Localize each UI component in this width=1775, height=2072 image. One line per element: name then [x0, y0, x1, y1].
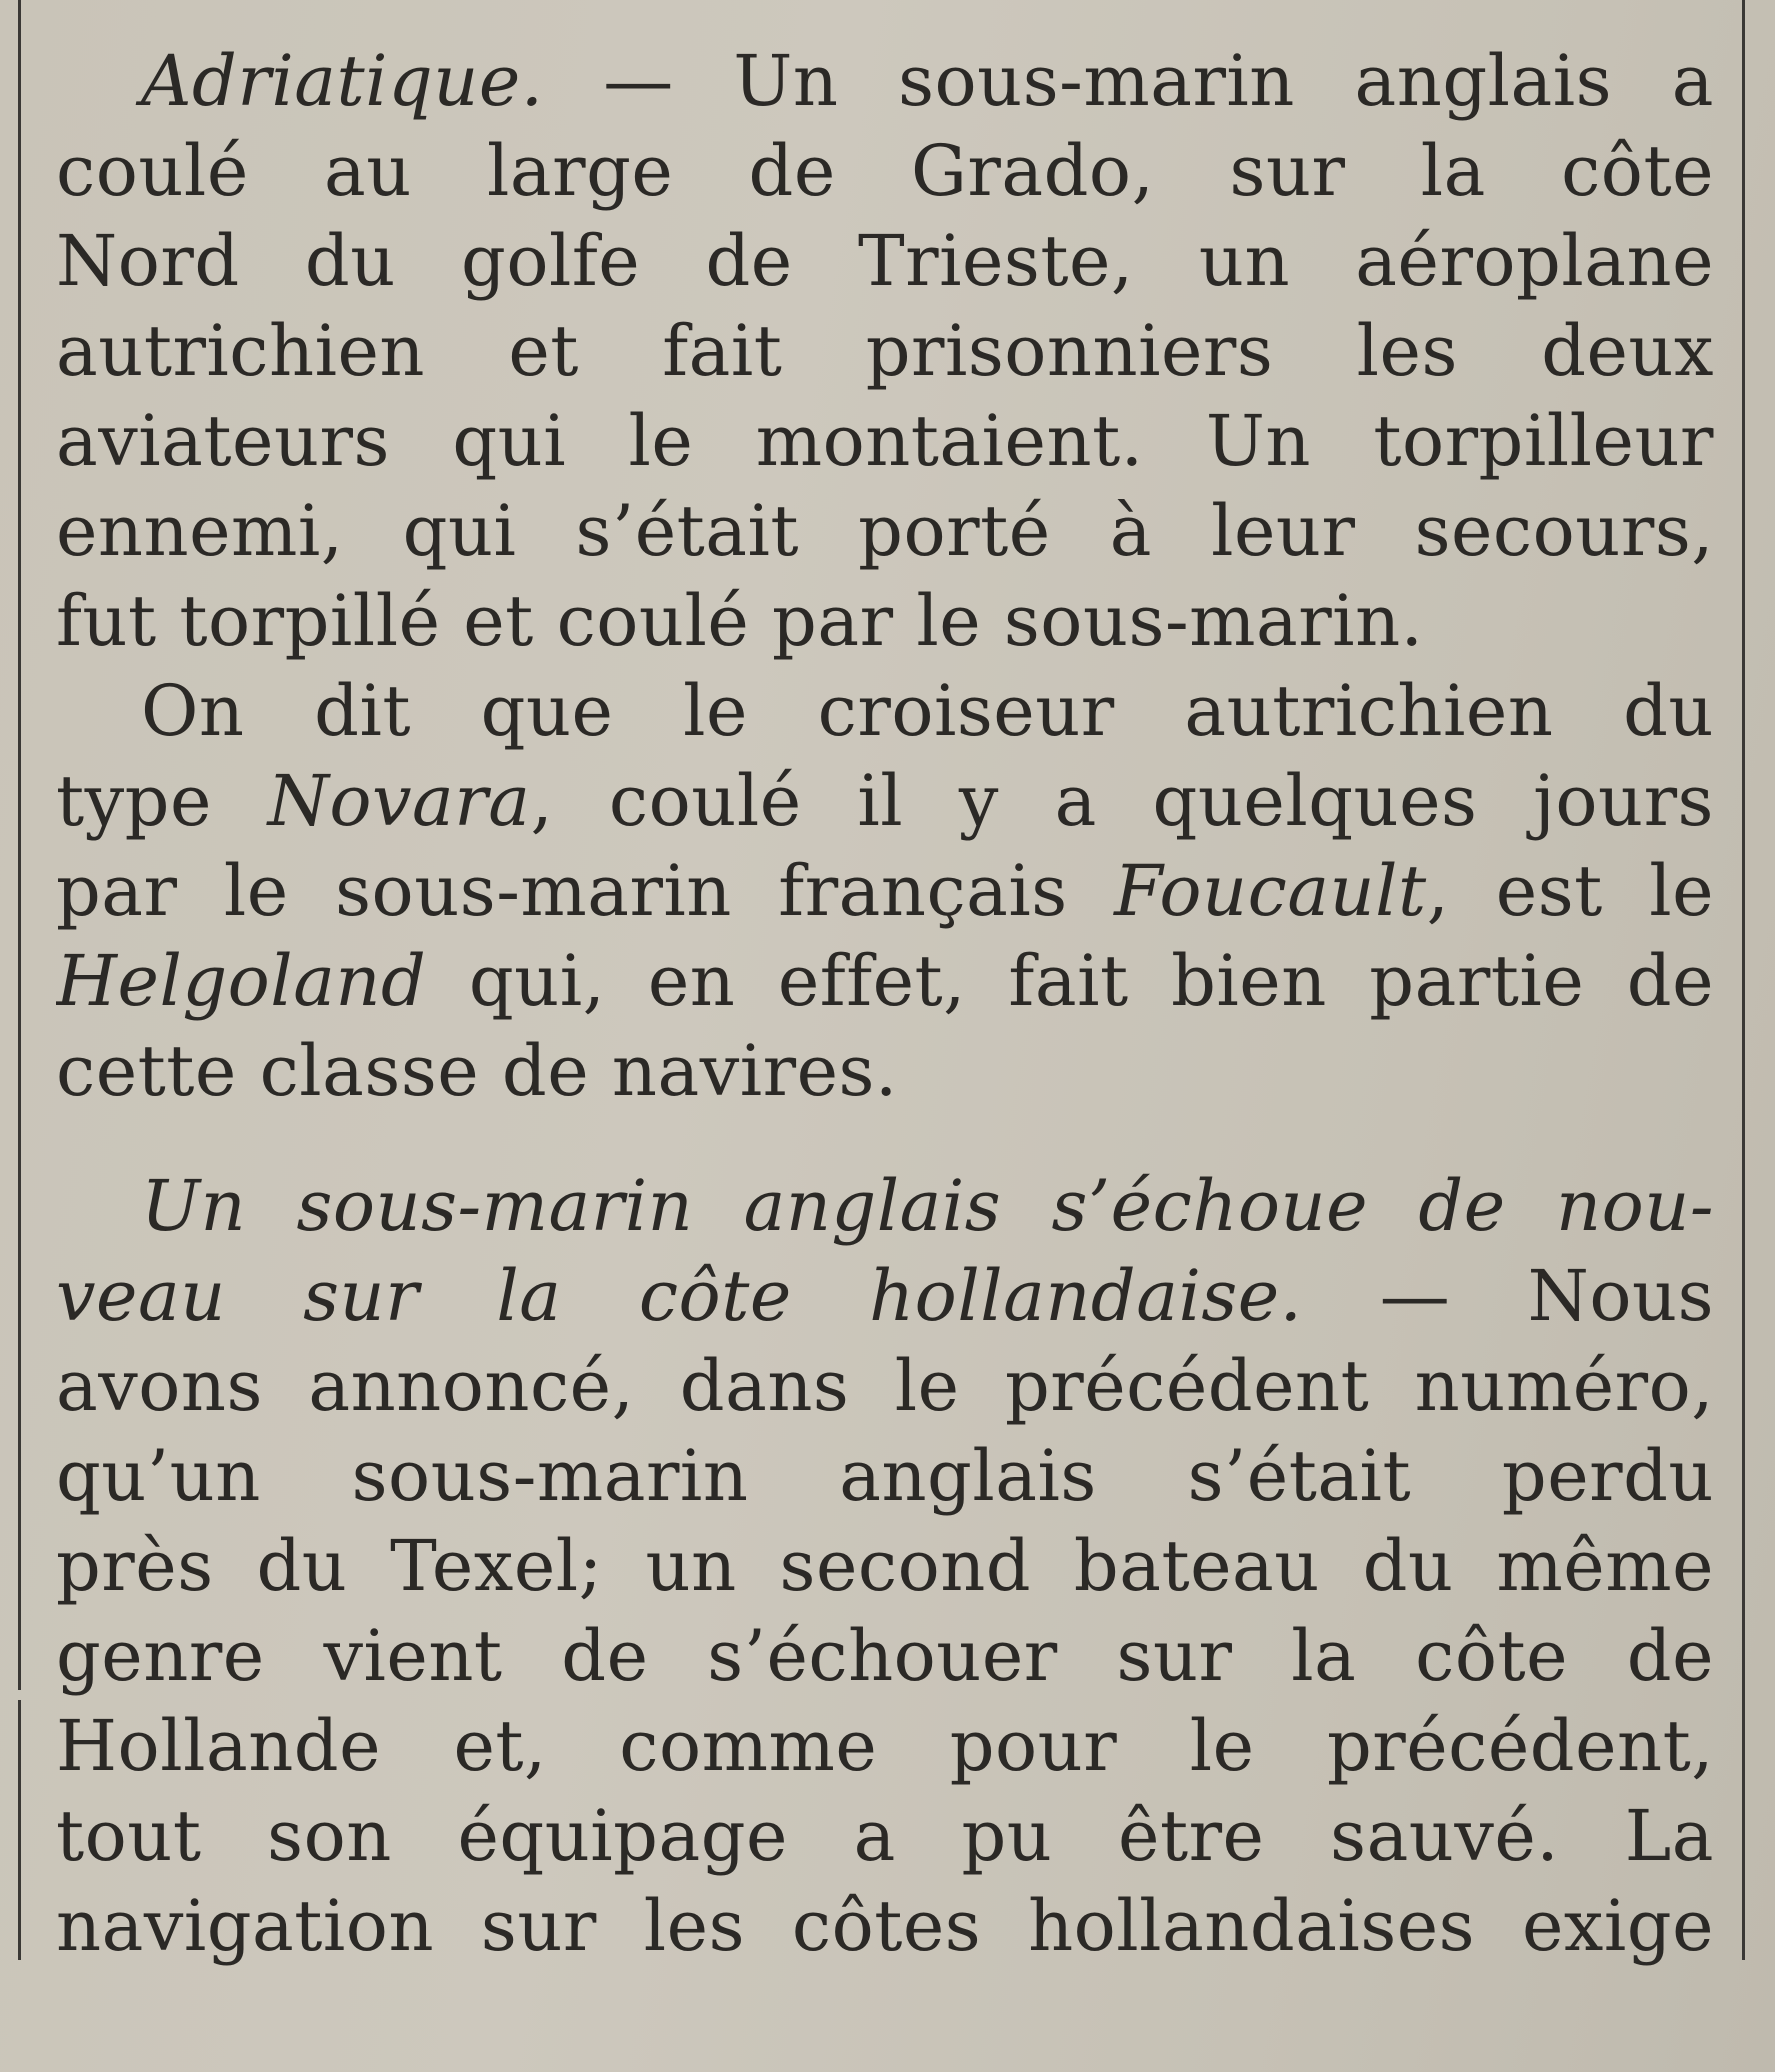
paragraph-novara-line-5: cette classe de navires. — [56, 1030, 898, 1112]
paragraph-adriatique-line-7: fut torpillé et coulé par le sous-marin. — [56, 580, 1424, 662]
paragraph-spacer — [56, 1116, 1714, 1161]
paragraph-texel-line-6: Hollande et, comme pour le précédent, — [56, 1705, 1714, 1787]
ship-name-helgoland: Helgoland — [56, 940, 427, 1022]
paragraph-texel-line-5: genre vient de s’échouer sur la côte de — [56, 1615, 1714, 1697]
paragraph-adriatique-line-3: Nord du golfe de Trieste, un aéroplane — [56, 220, 1714, 302]
paragraph-novara-line-4: Helgoland qui, en effet, fait bien partie de — [56, 940, 1714, 1022]
paragraph-texel-line-1: veau sur la côte hollandaise. — Nous — [56, 1255, 1714, 1337]
right-column-rule — [1742, 0, 1745, 1960]
left-column-rule-lower — [18, 1700, 21, 1960]
paragraph-texel-line-2: avons annoncé, dans le précédent numéro, — [56, 1345, 1714, 1427]
paragraph-novara-line-1: On dit que le croiseur autrichien du — [141, 670, 1714, 752]
paragraph-adriatique-line-4: autrichien et fait prisonniers les deux — [56, 310, 1714, 392]
paragraph-texel-line-3: qu’un sous-marin anglais s’était perdu — [56, 1435, 1714, 1517]
paragraph-texel-line-4: près du Texel; un second bateau du même — [56, 1525, 1714, 1607]
section-heading-sous-marin-line-1: Un sous-marin anglais s’échoue de nou- — [141, 1165, 1714, 1247]
paragraph-texel-line-8: navigation sur les côtes hollandaises exige — [56, 1885, 1714, 1967]
paragraph-adriatique-line-2: coulé au large de Grado, sur la côte — [56, 130, 1714, 212]
paragraph-novara-line-2: type Novara, coulé il y a quelques jours — [56, 760, 1714, 842]
left-column-rule — [18, 0, 21, 1690]
paragraph-adriatique-line-5: aviateurs qui le montaient. Un torpilleur — [56, 400, 1714, 482]
text-column — [56, 36, 1714, 1971]
section-heading-sous-marin-line-2: veau sur la côte hollandaise. — [56, 1255, 1303, 1337]
ship-name-novara: Novara — [267, 760, 531, 842]
ship-name-foucault: Foucault — [1114, 850, 1427, 932]
paragraph-novara-line-3: par le sous-marin français Foucault, est le — [56, 850, 1714, 932]
paragraph-adriatique-line-1: Adriatique. — Un sous-marin anglais a — [141, 40, 1714, 122]
paragraph-texel-line-7: tout son équipage a pu être sauvé. La — [56, 1795, 1714, 1877]
paragraph-adriatique-line-6: ennemi, qui s’était porté à leur secours, — [56, 490, 1714, 572]
section-heading-adriatique: Adriatique. — [141, 40, 544, 122]
